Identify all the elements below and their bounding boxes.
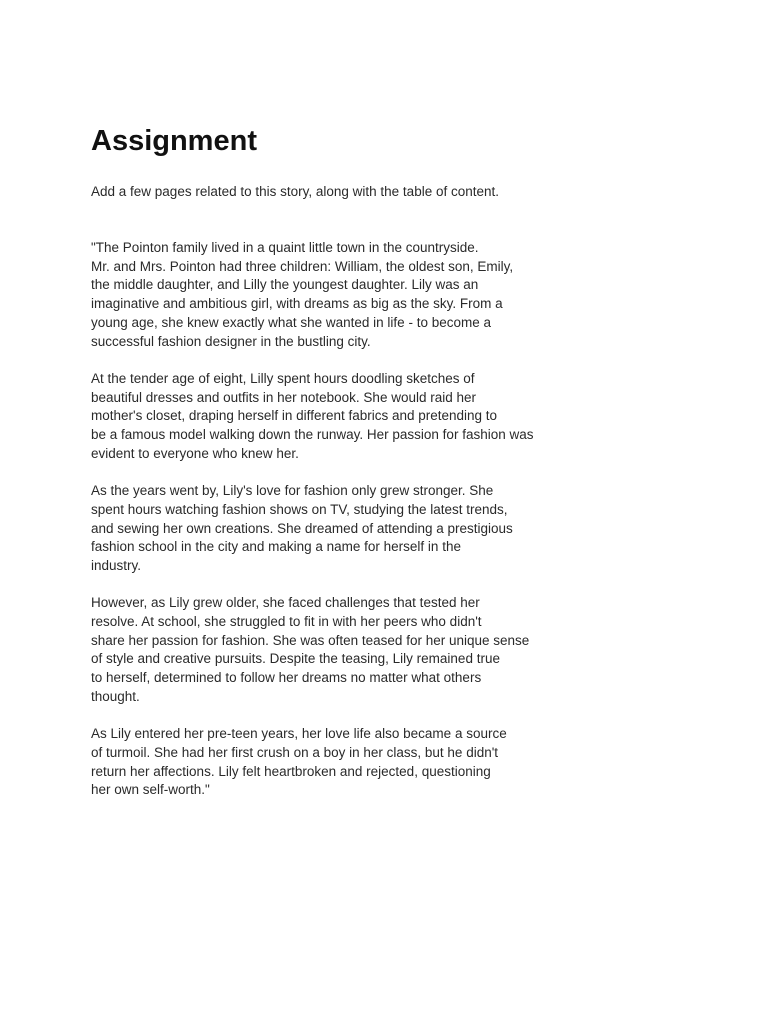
story-line: spent hours watching fashion shows on TV, studying the latest trends,: [91, 501, 508, 517]
story-line: and sewing her own creations. She dreamed of attending a prestigious: [91, 520, 513, 536]
page-title: Assignment: [91, 125, 257, 157]
story-paragraph-1: [91, 239, 591, 351]
story-line: of style and creative pursuits. Despite the teasing, Lily remained true: [91, 651, 500, 667]
assignment-instructions: Add a few pages related to this story, along with the table of content.: [91, 184, 499, 199]
story-line: return her affections. Lily felt heartbroken and rejected, questioning: [91, 763, 491, 779]
story-line: be a famous model walking down the runway. Her passion for fashion was: [91, 427, 534, 443]
story-line: evident to everyone who knew her.: [91, 445, 299, 461]
story-line: As the years went by, Lily's love for fashion only grew stronger. She: [91, 483, 494, 499]
story-line: share her passion for fashion. She was often teased for her unique sense: [91, 632, 530, 648]
story-line: of turmoil. She had her first crush on a boy in her class, but he didn't: [91, 744, 499, 760]
story-line: to herself, determined to follow her dreams no matter what others: [91, 670, 482, 686]
story-line: "The Pointon family lived in a quaint little town in the countryside.: [91, 240, 479, 255]
story-line: thought.: [91, 688, 140, 704]
story-line: fashion school in the city and making a name for herself in the: [91, 539, 461, 555]
story-line: beautiful dresses and outfits in her notebook. She would raid her: [91, 389, 476, 405]
story-paragraph-4: [91, 594, 591, 706]
story-line: successful fashion designer in the bustling city.: [91, 333, 371, 349]
story-paragraph-3: [91, 482, 591, 576]
story-line: industry.: [91, 557, 142, 573]
story-line: As Lily entered her pre-teen years, her love life also became a source: [91, 726, 507, 742]
story-text: [91, 239, 591, 819]
story-line: young age, she knew exactly what she wanted in life - to become a: [91, 314, 491, 330]
story-line: Mr. and Mrs. Pointon had three children: William, the oldest son, Emily,: [91, 258, 514, 274]
story-line: her own self-worth.": [91, 782, 210, 798]
story-line: resolve. At school, she struggled to fit in with her peers who didn't: [91, 614, 482, 630]
story-paragraph-5: [91, 725, 591, 800]
story-line: However, as Lily grew older, she faced challenges that tested her: [91, 595, 480, 611]
story-line: At the tender age of eight, Lilly spent hours doodling sketches of: [91, 370, 475, 386]
story-paragraph-2: [91, 370, 591, 464]
story-line: imaginative and ambitious girl, with dreams as big as the sky. From a: [91, 296, 503, 312]
story-line: the middle daughter, and Lilly the youngest daughter. Lily was an: [91, 277, 479, 293]
story-line: mother's closet, draping herself in different fabrics and pretending to: [91, 408, 498, 424]
